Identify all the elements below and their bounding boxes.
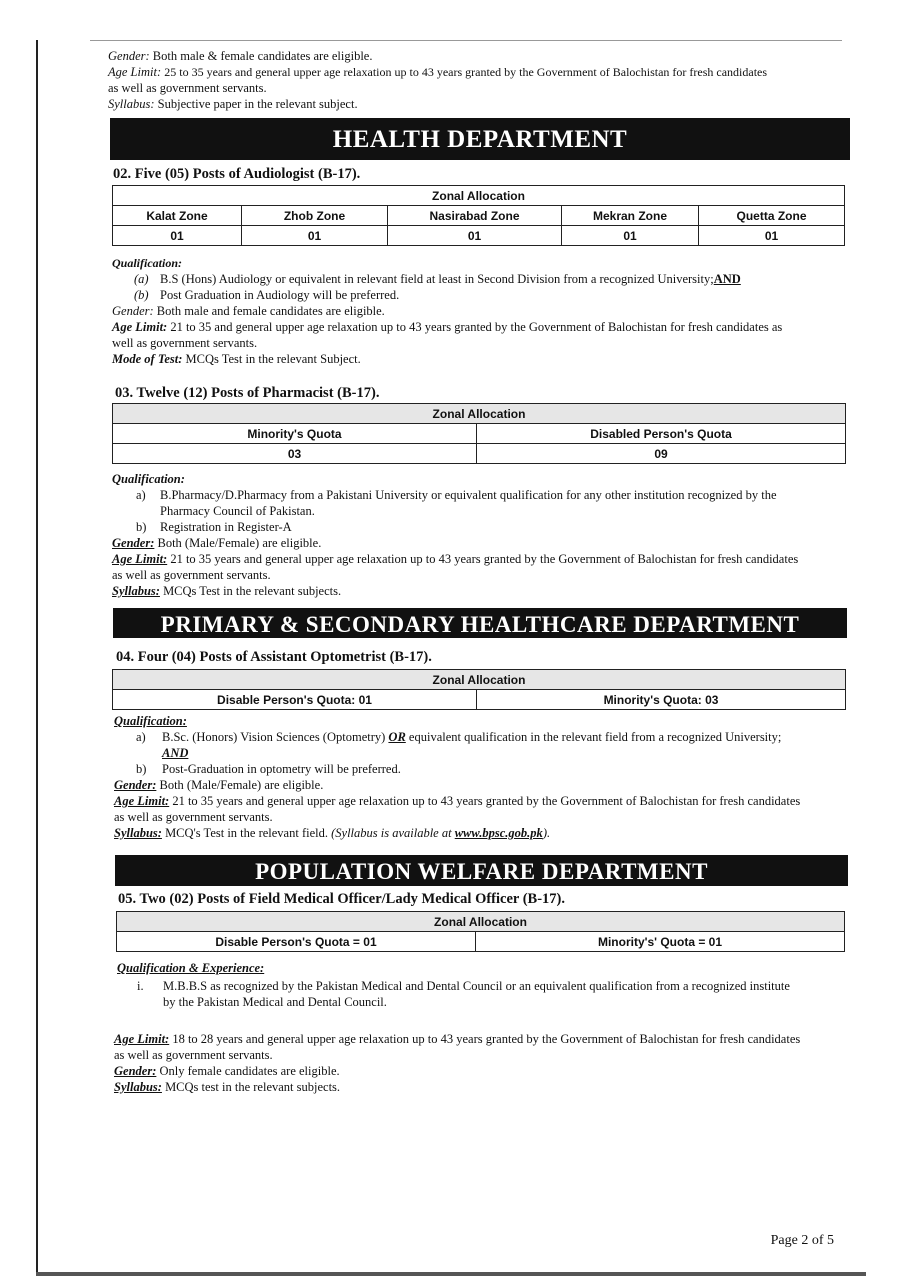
post-05-conditions — [114, 1031, 852, 1095]
post-05-details — [117, 960, 852, 1010]
qualification-item-b: (b) Post Graduation in Audiology will be preferred. — [134, 288, 400, 302]
age-line: Age Limit: 21 to 35 and general upper age relaxation up to 43 years granted by the Government of Balochistan for fresh candidates as — [112, 320, 783, 334]
qualification-item-i: i. M.B.B.S as recognized by the Pakistan Medical and Dental Council or an equivalent qualification from a recognized institute — [137, 979, 790, 993]
quota-cell: Disable Person's Quota: 01 — [113, 690, 477, 710]
qualification-label: Qualification: — [114, 714, 187, 728]
quota-value: 09 — [477, 444, 846, 464]
zone-value: 01 — [388, 226, 562, 246]
age-line: Age Limit: 18 to 28 years and general upper age relaxation up to 43 years granted by the Government of Balochistan for fresh candidates — [114, 1032, 801, 1046]
post-03-details — [112, 471, 852, 599]
zone-value: 01 — [242, 226, 388, 246]
age-line-cont: as well as government servants. — [114, 810, 273, 824]
zone-value: 01 — [699, 226, 845, 246]
gender-line: Gender: Both (Male/Female) are eligible. — [114, 778, 324, 792]
post-05-title: 05. Two (02) Posts of Field Medical Officer/Lady Medical Officer (B-17). — [118, 891, 565, 907]
top-divider-line — [90, 40, 842, 41]
population-welfare-department-banner: POPULATION WELFARE DEPARTMENT — [115, 855, 848, 886]
qualification-item-i-cont: by the Pakistan Medical and Dental Council. — [163, 995, 387, 1009]
primary-secondary-department-banner: PRIMARY & SECONDARY HEALTHCARE DEPARTMENT — [113, 608, 847, 638]
left-border-line — [36, 40, 38, 1272]
zone-header: Nasirabad Zone — [388, 206, 562, 226]
intro-block — [108, 48, 853, 112]
age-line-cont: as well as government servants. — [112, 568, 271, 582]
syllabus-line: Syllabus: MCQ's Test in the relevant field. (Syllabus is available at www.bpsc.gob.pk). — [114, 826, 551, 840]
health-department-banner: HEALTH DEPARTMENT — [110, 118, 850, 160]
qualification-item-a-cont: Pharmacy Council of Pakistan. — [160, 504, 315, 518]
quota-cell: Disable Person's Quota = 01 — [117, 932, 476, 952]
zone-header: Mekran Zone — [562, 206, 699, 226]
qualification-item-a: a) B.Sc. (Honors) Vision Sciences (Optometry) OR equivalent qualification in the relevant field from a recognized University; — [136, 730, 782, 744]
post-03-title: 03. Twelve (12) Posts of Pharmacist (B-17). — [115, 385, 380, 401]
age-line: Age Limit: 21 to 35 years and general upper age relaxation up to 43 years granted by the Government of Balochistan for fresh candidates — [114, 794, 801, 808]
intro-gender: Gender: Both male & female candidates are eligible. — [108, 49, 373, 63]
gender-line: Gender: Both male and female candidates are eligible. — [112, 304, 385, 318]
quota-header: Disabled Person's Quota — [477, 424, 846, 444]
age-line-cont: well as government servants. — [112, 336, 258, 350]
post-05-allocation-table — [116, 911, 845, 952]
qualification-experience-label: Qualification & Experience: — [117, 961, 265, 975]
syllabus-line: Syllabus: MCQs test in the relevant subjects. — [114, 1080, 341, 1094]
table-header: Zonal Allocation — [113, 404, 846, 424]
bottom-border-line — [36, 1272, 866, 1276]
quota-cell: Minority's Quota: 03 — [477, 690, 846, 710]
table-header: Zonal Allocation — [117, 912, 845, 932]
qualification-item-b: b) Registration in Register-A — [136, 520, 292, 534]
intro-age-cont: as well as government servants. — [108, 81, 267, 95]
quota-cell: Minority's' Quota = 01 — [476, 932, 845, 952]
zone-header: Quetta Zone — [699, 206, 845, 226]
qualification-item-a: a) B.Pharmacy/D.Pharmacy from a Pakistani University or equivalent qualification for any other institution recognized by the — [136, 488, 777, 502]
qualification-label: Qualification: — [112, 472, 185, 486]
qualification-item-b: b) Post-Graduation in optometry will be preferred. — [136, 762, 401, 776]
intro-syllabus: Syllabus: Subjective paper in the relevant subject. — [108, 97, 358, 111]
quota-header: Minority's Quota — [113, 424, 477, 444]
post-02-allocation-table — [112, 185, 845, 246]
age-line: Age Limit: 21 to 35 years and general upper age relaxation up to 43 years granted by the Government of Balochistan for fresh candidates — [112, 552, 799, 566]
post-04-allocation-table — [112, 669, 846, 710]
table-header: Zonal Allocation — [113, 670, 846, 690]
zone-header: Zhob Zone — [242, 206, 388, 226]
post-02-details — [112, 255, 852, 367]
zone-header: Kalat Zone — [113, 206, 242, 226]
zone-value: 01 — [113, 226, 242, 246]
bpsc-website-link[interactable]: www.bpsc.gob.pk — [454, 826, 543, 840]
mode-of-test-line: Mode of Test: MCQs Test in the relevant Subject. — [112, 352, 361, 366]
qualification-label: Qualification: — [112, 256, 183, 270]
page-number: Page 2 of 5 — [770, 1233, 834, 1248]
post-03-allocation-table — [112, 403, 846, 464]
intro-age: Age Limit: 25 to 35 years and general upper age relaxation up to 43 years granted by the Government of Balochistan for fresh candidates — [108, 65, 768, 79]
qualification-and: AND — [162, 746, 189, 760]
gender-line: Gender: Only female candidates are eligible. — [114, 1064, 340, 1078]
gender-line: Gender: Both (Male/Female) are eligible. — [112, 536, 322, 550]
qualification-item-a: (a) B.S (Hons) Audiology or equivalent in relevant field at least in Second Division from a recognized University;AND — [134, 272, 741, 286]
post-02-title: 02. Five (05) Posts of Audiologist (B-17). — [113, 166, 361, 182]
post-04-title: 04. Four (04) Posts of Assistant Optometrist (B-17). — [116, 649, 432, 665]
zone-value: 01 — [562, 226, 699, 246]
post-04-details — [114, 713, 852, 841]
quota-value: 03 — [113, 444, 477, 464]
syllabus-line: Syllabus: MCQs Test in the relevant subjects. — [112, 584, 342, 598]
age-line-cont: as well as government servants. — [114, 1048, 273, 1062]
table-header: Zonal Allocation — [113, 186, 845, 206]
